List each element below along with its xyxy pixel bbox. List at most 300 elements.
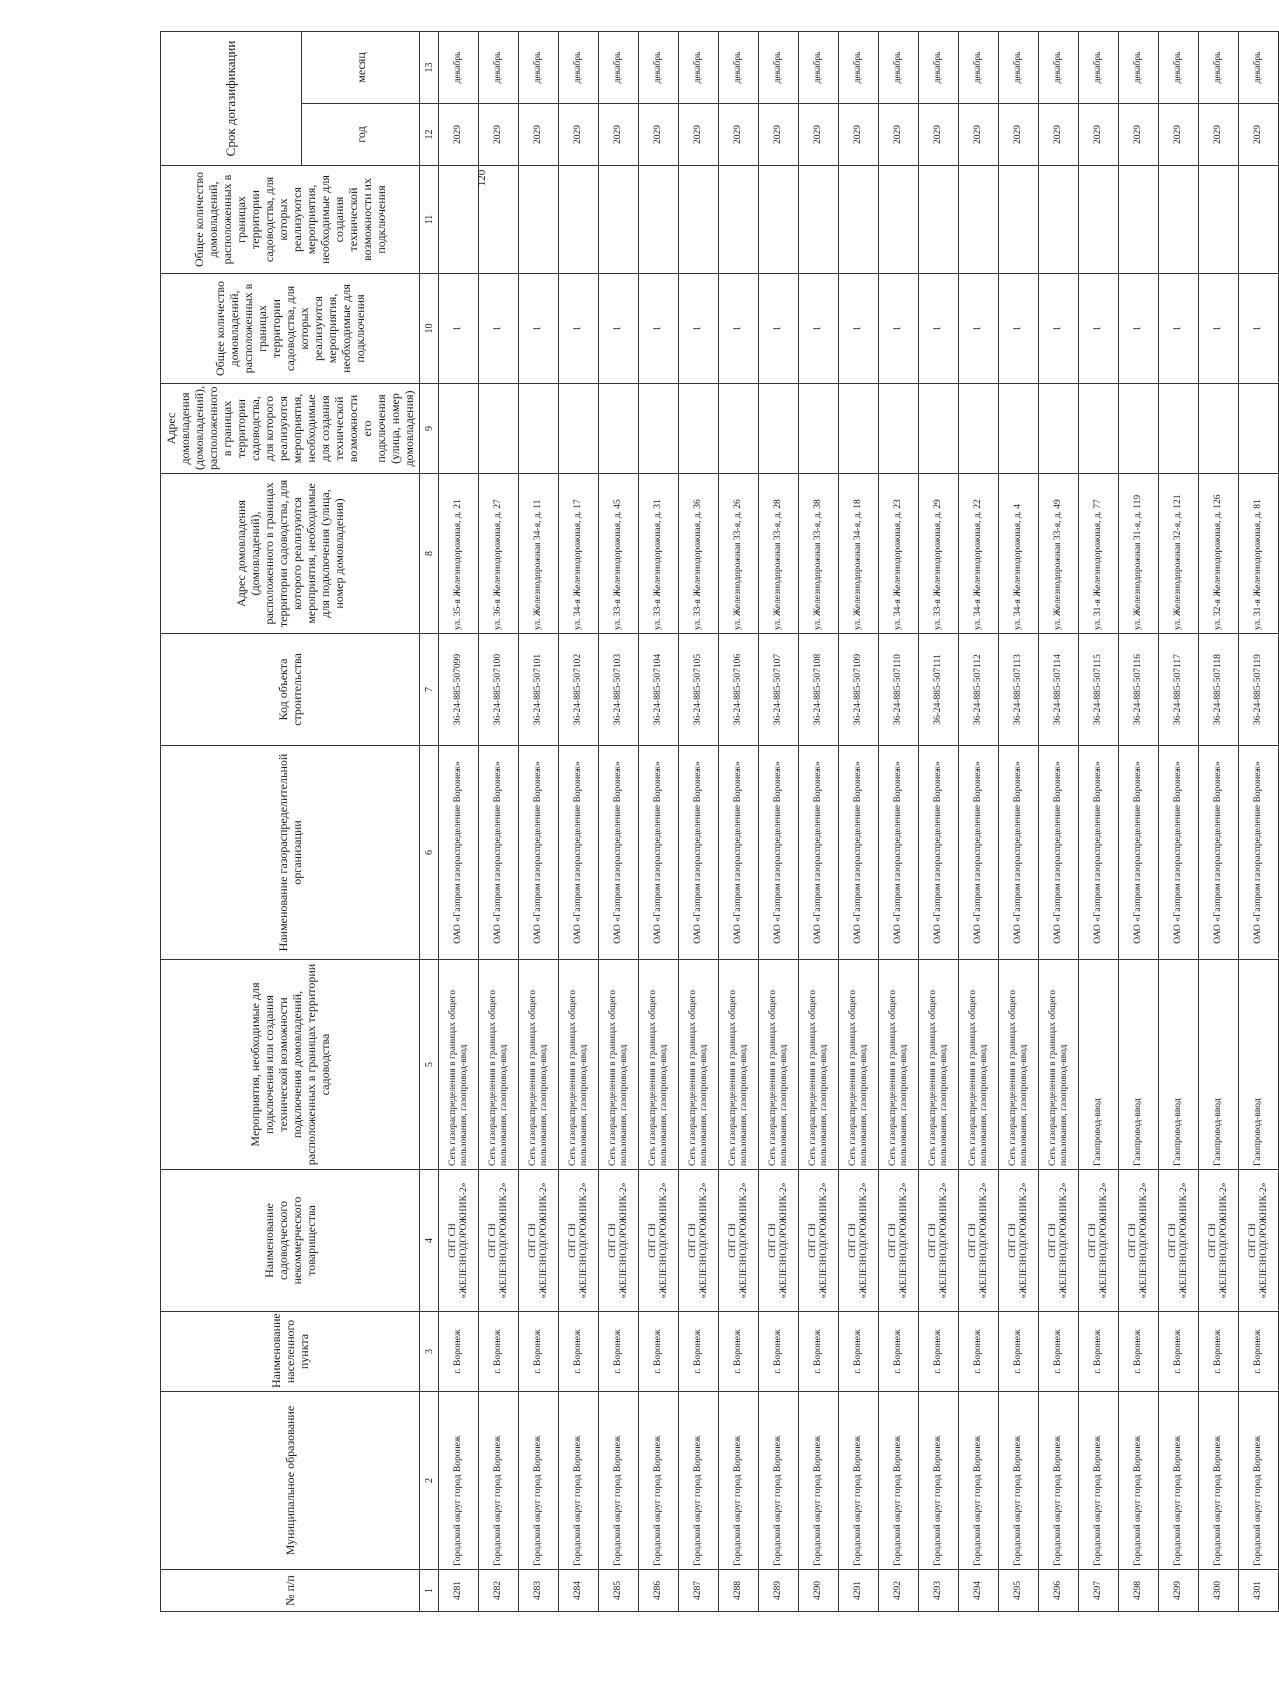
- municipality-cell: Городской округ город Воронеж: [799, 1392, 839, 1570]
- households-count-cell: 1: [1239, 274, 1279, 384]
- settlement-cell: г. Воронеж: [759, 1312, 799, 1392]
- header-col-8: Адрес домовладения (домовладений), расположенного в границах территории садоводства, для которого реализуются мероприятия, необходимые для подключения (улица, номер домовладения): [161, 474, 420, 634]
- deadline-year-cell: 2029: [799, 104, 839, 166]
- object-code-cell: 36-24-885-507115: [1079, 634, 1119, 746]
- deadline-year-cell: 2029: [559, 104, 599, 166]
- households-count-cell: 1: [519, 274, 559, 384]
- object-code-cell: 36-24-885-507109: [839, 634, 879, 746]
- row-number: 4292: [879, 1570, 919, 1612]
- address-cell: ул. Железнодорожная 33-я, д. 49: [1039, 474, 1079, 634]
- gas-org-cell: ОАО «Газпром газораспределение Воронеж»: [839, 746, 879, 960]
- header-col-7: Код объекта строительства: [161, 634, 420, 746]
- column-number: 5: [420, 960, 439, 1170]
- households-count-cell: 1: [719, 274, 759, 384]
- snt-name-cell: СНТ СН «ЖЕЛЕЗНОДОРОЖНИК-2»: [799, 1170, 839, 1312]
- households-tech-count-cell: [599, 166, 639, 274]
- settlement-cell: г. Воронеж: [839, 1312, 879, 1392]
- address-cell: ул. 32-я Железнодорожная, д. 126: [1199, 474, 1239, 634]
- deadline-month-cell: декабрь: [719, 32, 759, 104]
- address-tech-cell: [1159, 384, 1199, 474]
- measures-cell: Сеть газораспределения в границах общего пользования, газопровод-ввод: [799, 960, 839, 1170]
- gas-org-cell: ОАО «Газпром газораспределение Воронеж»: [1119, 746, 1159, 960]
- measures-cell: Сеть газораспределения в границах общего пользования, газопровод-ввод: [759, 960, 799, 1170]
- measures-cell: Сеть газораспределения в границах общего пользования, газопровод-ввод: [959, 960, 999, 1170]
- households-count-cell: 1: [479, 274, 519, 384]
- column-number: 8: [420, 474, 439, 634]
- address-tech-cell: [479, 384, 519, 474]
- settlement-cell: г. Воронеж: [599, 1312, 639, 1392]
- gas-org-cell: ОАО «Газпром газораспределение Воронеж»: [1039, 746, 1079, 960]
- deadline-month-cell: декабрь: [599, 32, 639, 104]
- measures-cell: Сеть газораспределения в границах общего пользования, газопровод-ввод: [679, 960, 719, 1170]
- measures-cell: Сеть газораспределения в границах общего пользования, газопровод-ввод: [479, 960, 519, 1170]
- column-number: 13: [420, 32, 439, 104]
- address-tech-cell: [439, 384, 479, 474]
- settlement-cell: г. Воронеж: [1079, 1312, 1119, 1392]
- address-tech-cell: [879, 384, 919, 474]
- column-number: 2: [420, 1392, 439, 1570]
- object-code-cell: 36-24-885-507116: [1119, 634, 1159, 746]
- deadline-year-cell: 2029: [759, 104, 799, 166]
- measures-cell: Сеть газораспределения в границах общего пользования, газопровод-ввод: [439, 960, 479, 1170]
- object-code-cell: 36-24-885-507108: [799, 634, 839, 746]
- table-row: [919, 32, 959, 1612]
- households-tech-count-cell: [799, 166, 839, 274]
- households-count-cell: 1: [1159, 274, 1199, 384]
- households-tech-count-cell: [959, 166, 999, 274]
- snt-name-cell: СНТ СН «ЖЕЛЕЗНОДОРОЖНИК-2»: [879, 1170, 919, 1312]
- address-cell: ул. 34-я Железнодорожная, д. 22: [959, 474, 999, 634]
- municipality-cell: Городской округ город Воронеж: [679, 1392, 719, 1570]
- header-col-9: Адрес домовладения (домовладений), расположенного в границах территории садоводства, для которого реализуются мероприятия, необходимые для создания технической возможности его подключения (улица, номер домовладения): [161, 384, 420, 474]
- address-tech-cell: [719, 384, 759, 474]
- municipality-cell: Городской округ город Воронеж: [839, 1392, 879, 1570]
- row-number: 4300: [1199, 1570, 1239, 1612]
- row-number: 4288: [719, 1570, 759, 1612]
- measures-cell: Сеть газораспределения в границах общего пользования, газопровод-ввод: [1039, 960, 1079, 1170]
- row-number: 4294: [959, 1570, 999, 1612]
- households-count-cell: 1: [599, 274, 639, 384]
- address-cell: ул. Железнодорожная 34-я, д. 11: [519, 474, 559, 634]
- row-number: 4291: [839, 1570, 879, 1612]
- row-number: 4282: [479, 1570, 519, 1612]
- address-cell: ул. 34-я Железнодорожная, д. 17: [559, 474, 599, 634]
- header-col-1: № п/п: [161, 1570, 420, 1612]
- settlement-cell: г. Воронеж: [439, 1312, 479, 1392]
- snt-name-cell: СНТ СН «ЖЕЛЕЗНОДОРОЖНИК-2»: [1119, 1170, 1159, 1312]
- households-count-cell: 1: [799, 274, 839, 384]
- address-cell: ул. 33-я Железнодорожная, д. 45: [599, 474, 639, 634]
- municipality-cell: Городской округ город Воронеж: [439, 1392, 479, 1570]
- object-code-cell: 36-24-885-507101: [519, 634, 559, 746]
- settlement-cell: г. Воронеж: [719, 1312, 759, 1392]
- snt-name-cell: СНТ СН «ЖЕЛЕЗНОДОРОЖНИК-2»: [519, 1170, 559, 1312]
- address-tech-cell: [559, 384, 599, 474]
- households-tech-count-cell: [1119, 166, 1159, 274]
- column-number: 3: [420, 1312, 439, 1392]
- gas-org-cell: ОАО «Газпром газораспределение Воронеж»: [479, 746, 519, 960]
- table-row: [1119, 32, 1159, 1612]
- municipality-cell: Городской округ город Воронеж: [1199, 1392, 1239, 1570]
- address-tech-cell: [1119, 384, 1159, 474]
- table-row: [1159, 32, 1199, 1612]
- deadline-month-cell: декабрь: [1239, 32, 1279, 104]
- address-cell: ул. 33-я Железнодорожная, д. 36: [679, 474, 719, 634]
- municipality-cell: Городской округ город Воронеж: [1039, 1392, 1079, 1570]
- address-tech-cell: [1239, 384, 1279, 474]
- settlement-cell: г. Воронеж: [639, 1312, 679, 1392]
- households-tech-count-cell: [839, 166, 879, 274]
- households-count-cell: 1: [1079, 274, 1119, 384]
- gas-org-cell: ОАО «Газпром газораспределение Воронеж»: [1159, 746, 1199, 960]
- deadline-year-cell: 2029: [919, 104, 959, 166]
- settlement-cell: г. Воронеж: [879, 1312, 919, 1392]
- header-month: месяц: [302, 32, 420, 104]
- column-number: 7: [420, 634, 439, 746]
- gas-org-cell: ОАО «Газпром газораспределение Воронеж»: [919, 746, 959, 960]
- row-number: 4281: [439, 1570, 479, 1612]
- households-tech-count-cell: [879, 166, 919, 274]
- households-tech-count-cell: [1079, 166, 1119, 274]
- deadline-month-cell: декабрь: [999, 32, 1039, 104]
- deadline-month-cell: декабрь: [959, 32, 999, 104]
- table-row: [879, 32, 919, 1612]
- households-tech-count-cell: [479, 166, 519, 274]
- deadline-year-cell: 2029: [439, 104, 479, 166]
- households-tech-count-cell: [919, 166, 959, 274]
- table-body: [439, 32, 1279, 1612]
- row-number: 4299: [1159, 1570, 1199, 1612]
- gas-org-cell: ОАО «Газпром газораспределение Воронеж»: [879, 746, 919, 960]
- snt-name-cell: СНТ СН «ЖЕЛЕЗНОДОРОЖНИК-2»: [599, 1170, 639, 1312]
- header-col-6: Наименование газораспределительной организации: [161, 746, 420, 960]
- address-cell: ул. 31-я Железнодорожная, д. 81: [1239, 474, 1279, 634]
- households-count-cell: 1: [759, 274, 799, 384]
- households-tech-count-cell: [559, 166, 599, 274]
- measures-cell: Сеть газораспределения в границах общего пользования, газопровод-ввод: [559, 960, 599, 1170]
- snt-name-cell: СНТ СН «ЖЕЛЕЗНОДОРОЖНИК-2»: [839, 1170, 879, 1312]
- gas-org-cell: ОАО «Газпром газораспределение Воронеж»: [519, 746, 559, 960]
- object-code-cell: 36-24-885-507118: [1199, 634, 1239, 746]
- gas-org-cell: ОАО «Газпром газораспределение Воронеж»: [639, 746, 679, 960]
- address-tech-cell: [1079, 384, 1119, 474]
- row-number: 4301: [1239, 1570, 1279, 1612]
- address-tech-cell: [639, 384, 679, 474]
- settlement-cell: г. Воронеж: [1199, 1312, 1239, 1392]
- households-count-cell: 1: [959, 274, 999, 384]
- deadline-year-cell: 2029: [1079, 104, 1119, 166]
- households-tech-count-cell: [639, 166, 679, 274]
- gas-org-cell: ОАО «Газпром газораспределение Воронеж»: [1239, 746, 1279, 960]
- address-tech-cell: [1039, 384, 1079, 474]
- deadline-month-cell: декабрь: [919, 32, 959, 104]
- gas-org-cell: ОАО «Газпром газораспределение Воронеж»: [999, 746, 1039, 960]
- households-count-cell: 1: [559, 274, 599, 384]
- address-cell: ул. Железнодорожная 31-я, д. 119: [1119, 474, 1159, 634]
- object-code-cell: 36-24-885-507107: [759, 634, 799, 746]
- table-row: [959, 32, 999, 1612]
- object-code-cell: 36-24-885-507111: [919, 634, 959, 746]
- row-number: 4287: [679, 1570, 719, 1612]
- municipality-cell: Городской округ город Воронеж: [1079, 1392, 1119, 1570]
- table-row: [599, 32, 639, 1612]
- header-year: год: [302, 104, 420, 166]
- settlement-cell: г. Воронеж: [479, 1312, 519, 1392]
- households-count-cell: 1: [639, 274, 679, 384]
- households-tech-count-cell: [679, 166, 719, 274]
- rotated-table-wrapper: [160, 32, 1269, 1612]
- column-number: 9: [420, 384, 439, 474]
- gas-org-cell: ОАО «Газпром газораспределение Воронеж»: [799, 746, 839, 960]
- deadline-year-cell: 2029: [719, 104, 759, 166]
- object-code-cell: 36-24-885-507102: [559, 634, 599, 746]
- object-code-cell: 36-24-885-507110: [879, 634, 919, 746]
- snt-name-cell: СНТ СН «ЖЕЛЕЗНОДОРОЖНИК-2»: [639, 1170, 679, 1312]
- table-row: [799, 32, 839, 1612]
- households-tech-count-cell: [1239, 166, 1279, 274]
- table-row: [999, 32, 1039, 1612]
- deadline-year-cell: 2029: [999, 104, 1039, 166]
- snt-name-cell: СНТ СН «ЖЕЛЕЗНОДОРОЖНИК-2»: [999, 1170, 1039, 1312]
- deadline-month-cell: декабрь: [759, 32, 799, 104]
- settlement-cell: г. Воронеж: [559, 1312, 599, 1392]
- measures-cell: Сеть газораспределения в границах общего пользования, газопровод-ввод: [719, 960, 759, 1170]
- measures-cell: Сеть газораспределения в границах общего пользования, газопровод-ввод: [599, 960, 639, 1170]
- address-tech-cell: [959, 384, 999, 474]
- municipality-cell: Городской округ город Воронеж: [999, 1392, 1039, 1570]
- gas-org-cell: ОАО «Газпром газораспределение Воронеж»: [679, 746, 719, 960]
- page-number: 120: [476, 169, 488, 187]
- header-col-11: Общее количество домовладений, расположенных в границах территории садоводства, для которых реализуются мероприятия, необходимые для создания технической возможности их подключения: [161, 166, 420, 274]
- settlement-cell: г. Воронеж: [1039, 1312, 1079, 1392]
- address-cell: ул. Железнодорожная 33-я, д. 28: [759, 474, 799, 634]
- table-row: [1239, 32, 1279, 1612]
- deadline-year-cell: 2029: [839, 104, 879, 166]
- column-number: 12: [420, 104, 439, 166]
- deadline-month-cell: декабрь: [879, 32, 919, 104]
- deadline-month-cell: декабрь: [479, 32, 519, 104]
- deadline-month-cell: декабрь: [559, 32, 599, 104]
- measures-cell: Сеть газораспределения в границах общего пользования, газопровод-ввод: [879, 960, 919, 1170]
- deadline-month-cell: декабрь: [1199, 32, 1239, 104]
- row-number: 4295: [999, 1570, 1039, 1612]
- deadline-month-cell: декабрь: [679, 32, 719, 104]
- address-cell: ул. 33-я Железнодорожная, д. 31: [639, 474, 679, 634]
- address-cell: ул. 31-я Железнодорожная, д. 77: [1079, 474, 1119, 634]
- snt-name-cell: СНТ СН «ЖЕЛЕЗНОДОРОЖНИК-2»: [1239, 1170, 1279, 1312]
- snt-name-cell: СНТ СН «ЖЕЛЕЗНОДОРОЖНИК-2»: [1199, 1170, 1239, 1312]
- municipality-cell: Городской округ город Воронеж: [879, 1392, 919, 1570]
- settlement-cell: г. Воронеж: [1159, 1312, 1199, 1392]
- table-row: [519, 32, 559, 1612]
- measures-cell: Сеть газораспределения в границах общего пользования, газопровод-ввод: [999, 960, 1039, 1170]
- deadline-year-cell: 2029: [639, 104, 679, 166]
- object-code-cell: 36-24-885-507103: [599, 634, 639, 746]
- table-row: [639, 32, 679, 1612]
- snt-name-cell: СНТ СН «ЖЕЛЕЗНОДОРОЖНИК-2»: [1159, 1170, 1199, 1312]
- municipality-cell: Городской округ город Воронеж: [1119, 1392, 1159, 1570]
- measures-cell: Сеть газораспределения в границах общего пользования, газопровод-ввод: [519, 960, 559, 1170]
- address-tech-cell: [839, 384, 879, 474]
- measures-cell: Газопровод-ввод: [1079, 960, 1119, 1170]
- row-number: 4290: [799, 1570, 839, 1612]
- address-cell: ул. Железнодорожная 33-я, д. 38: [799, 474, 839, 634]
- header-col-2: Муниципальное образование: [161, 1392, 420, 1570]
- object-code-cell: 36-24-885-507112: [959, 634, 999, 746]
- deadline-month-cell: декабрь: [799, 32, 839, 104]
- gas-org-cell: ОАО «Газпром газораспределение Воронеж»: [559, 746, 599, 960]
- column-number: 4: [420, 1170, 439, 1312]
- row-number: 4296: [1039, 1570, 1079, 1612]
- gas-org-cell: ОАО «Газпром газораспределение Воронеж»: [759, 746, 799, 960]
- gas-org-cell: ОАО «Газпром газораспределение Воронеж»: [1199, 746, 1239, 960]
- municipality-cell: Городской округ город Воронеж: [479, 1392, 519, 1570]
- gasification-table: [160, 31, 1279, 1612]
- object-code-cell: 36-24-885-507117: [1159, 634, 1199, 746]
- object-code-cell: 36-24-885-507106: [719, 634, 759, 746]
- table-row: [679, 32, 719, 1612]
- households-count-cell: 1: [1199, 274, 1239, 384]
- address-cell: ул. 36-я Железнодорожная, д. 27: [479, 474, 519, 634]
- row-number: 4284: [559, 1570, 599, 1612]
- municipality-cell: Городской округ город Воронеж: [1159, 1392, 1199, 1570]
- households-tech-count-cell: [999, 166, 1039, 274]
- municipality-cell: Городской округ город Воронеж: [959, 1392, 999, 1570]
- deadline-month-cell: декабрь: [839, 32, 879, 104]
- municipality-cell: Городской округ город Воронеж: [599, 1392, 639, 1570]
- table-row: [439, 32, 479, 1612]
- snt-name-cell: СНТ СН «ЖЕЛЕЗНОДОРОЖНИК-2»: [919, 1170, 959, 1312]
- object-code-cell: 36-24-885-507100: [479, 634, 519, 746]
- column-number: 10: [420, 274, 439, 384]
- deadline-year-cell: 2029: [1039, 104, 1079, 166]
- gas-org-cell: ОАО «Газпром газораспределение Воронеж»: [599, 746, 639, 960]
- address-cell: ул. Железнодорожная 34-я, д. 18: [839, 474, 879, 634]
- row-number: 4289: [759, 1570, 799, 1612]
- column-number: 1: [420, 1570, 439, 1612]
- deadline-month-cell: декабрь: [1159, 32, 1199, 104]
- deadline-year-cell: 2029: [599, 104, 639, 166]
- households-count-cell: 1: [839, 274, 879, 384]
- municipality-cell: Городской округ город Воронеж: [639, 1392, 679, 1570]
- address-tech-cell: [999, 384, 1039, 474]
- column-number: 6: [420, 746, 439, 960]
- table-row: [839, 32, 879, 1612]
- households-count-cell: 1: [679, 274, 719, 384]
- households-tech-count-cell: [439, 166, 479, 274]
- column-number: 11: [420, 166, 439, 274]
- municipality-cell: Городской округ город Воронеж: [919, 1392, 959, 1570]
- snt-name-cell: СНТ СН «ЖЕЛЕЗНОДОРОЖНИК-2»: [679, 1170, 719, 1312]
- header-col-4: Наименование садоводческого некоммерческого товарищества: [161, 1170, 420, 1312]
- address-tech-cell: [679, 384, 719, 474]
- row-number: 4285: [599, 1570, 639, 1612]
- header-srok: Срок догазификации: [161, 32, 302, 166]
- snt-name-cell: СНТ СН «ЖЕЛЕЗНОДОРОЖНИК-2»: [1079, 1170, 1119, 1312]
- table-row: [759, 32, 799, 1612]
- header-col-3: Наименование населенного пункта: [161, 1312, 420, 1392]
- address-tech-cell: [599, 384, 639, 474]
- households-count-cell: 1: [1039, 274, 1079, 384]
- object-code-cell: 36-24-885-507105: [679, 634, 719, 746]
- column-number-row: [420, 32, 439, 1612]
- municipality-cell: Городской округ город Воронеж: [519, 1392, 559, 1570]
- address-tech-cell: [1199, 384, 1239, 474]
- gas-org-cell: ОАО «Газпром газораспределение Воронеж»: [1079, 746, 1119, 960]
- households-tech-count-cell: [759, 166, 799, 274]
- deadline-year-cell: 2029: [479, 104, 519, 166]
- table-header: [161, 32, 439, 1612]
- settlement-cell: г. Воронеж: [1119, 1312, 1159, 1392]
- measures-cell: Газопровод-ввод: [1239, 960, 1279, 1170]
- settlement-cell: г. Воронеж: [919, 1312, 959, 1392]
- deadline-year-cell: 2029: [879, 104, 919, 166]
- row-number: 4297: [1079, 1570, 1119, 1612]
- address-cell: ул. 33-я Железнодорожная, д. 29: [919, 474, 959, 634]
- object-code-cell: 36-24-885-507119: [1239, 634, 1279, 746]
- snt-name-cell: СНТ СН «ЖЕЛЕЗНОДОРОЖНИК-2»: [759, 1170, 799, 1312]
- measures-cell: Сеть газораспределения в границах общего пользования, газопровод-ввод: [639, 960, 679, 1170]
- address-cell: ул. Железнодорожная 33-я, д. 26: [719, 474, 759, 634]
- address-tech-cell: [759, 384, 799, 474]
- deadline-month-cell: декабрь: [439, 32, 479, 104]
- municipality-cell: Городской округ город Воронеж: [559, 1392, 599, 1570]
- deadline-month-cell: декабрь: [519, 32, 559, 104]
- gas-org-cell: ОАО «Газпром газораспределение Воронеж»: [439, 746, 479, 960]
- deadline-year-cell: 2029: [519, 104, 559, 166]
- header-col-5: Мероприятия, необходимые для подключения или создания технической возможности подключения домовладений, расположенных в границах территории садоводства: [161, 960, 420, 1170]
- households-tech-count-cell: [719, 166, 759, 274]
- gas-org-cell: ОАО «Газпром газораспределение Воронеж»: [959, 746, 999, 960]
- object-code-cell: 36-24-885-507113: [999, 634, 1039, 746]
- table-row: [559, 32, 599, 1612]
- snt-name-cell: СНТ СН «ЖЕЛЕЗНОДОРОЖНИК-2»: [439, 1170, 479, 1312]
- deadline-month-cell: декабрь: [1039, 32, 1079, 104]
- table-row: [1199, 32, 1239, 1612]
- measures-cell: Газопровод-ввод: [1119, 960, 1159, 1170]
- row-number: 4293: [919, 1570, 959, 1612]
- measures-cell: Сеть газораспределения в границах общего пользования, газопровод-ввод: [919, 960, 959, 1170]
- settlement-cell: г. Воронеж: [799, 1312, 839, 1392]
- row-number: 4283: [519, 1570, 559, 1612]
- households-count-cell: 1: [919, 274, 959, 384]
- table-row: [719, 32, 759, 1612]
- municipality-cell: Городской округ город Воронеж: [1239, 1392, 1279, 1570]
- households-tech-count-cell: [1199, 166, 1239, 274]
- object-code-cell: 36-24-885-507114: [1039, 634, 1079, 746]
- deadline-year-cell: 2029: [679, 104, 719, 166]
- table-row: [1039, 32, 1079, 1612]
- households-count-cell: 1: [999, 274, 1039, 384]
- settlement-cell: г. Воронеж: [999, 1312, 1039, 1392]
- header-col-10: Общее количество домовладений, расположенных в границах территории садоводства, для которых реализуются мероприятия, необходимые для подключения: [161, 274, 420, 384]
- row-number: 4286: [639, 1570, 679, 1612]
- deadline-year-cell: 2029: [1159, 104, 1199, 166]
- municipality-cell: Городской округ город Воронеж: [759, 1392, 799, 1570]
- households-tech-count-cell: [1039, 166, 1079, 274]
- deadline-year-cell: 2029: [1199, 104, 1239, 166]
- deadline-month-cell: декабрь: [1079, 32, 1119, 104]
- settlement-cell: г. Воронеж: [1239, 1312, 1279, 1392]
- deadline-month-cell: декабрь: [639, 32, 679, 104]
- address-cell: ул. 34-я Железнодорожная, д. 23: [879, 474, 919, 634]
- table-row: [1079, 32, 1119, 1612]
- households-count-cell: 1: [879, 274, 919, 384]
- deadline-month-cell: декабрь: [1119, 32, 1159, 104]
- measures-cell: Сеть газораспределения в границах общего пользования, газопровод-ввод: [839, 960, 879, 1170]
- row-number: 4298: [1119, 1570, 1159, 1612]
- table-row: [479, 32, 519, 1612]
